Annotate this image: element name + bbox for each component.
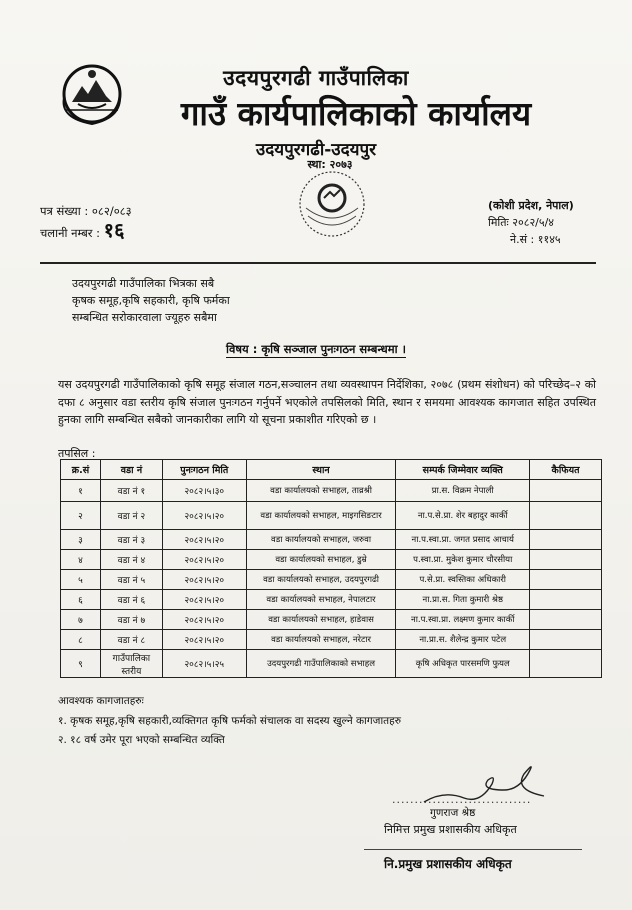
cell-contact: प.से.प्रा. स्वस्तिका अधिकारी [396,570,530,590]
subject-text: विषय : कृषि सञ्जाल पुनःगठन सम्बन्धमा । [226,342,406,356]
requirements-title: आवश्यक कागजातहरुः [58,695,144,707]
table-row [61,610,602,630]
cell-sn: १ [61,480,101,502]
cell-remarks [530,590,602,610]
cell-remarks [530,610,602,630]
dispatch-number-row [40,218,132,243]
addressee-line: उदयपुरगढी गाउँपालिका भित्रका सबै [72,277,215,290]
cell-sn: ९ [61,650,101,678]
table-header-row [61,460,602,480]
addressee-line: सम्बन्धित सरोकारवाला ज्यूहरु सबैमा [72,311,217,324]
cell-contact: ना.प.स्वा.प्रा. जगत प्रसाद आचार्य [396,530,530,550]
date-value: २०८२/५/४ [512,216,555,229]
table-row [61,502,602,530]
cell-date: २०८२।५।२० [162,630,246,650]
table-row [61,650,602,678]
cell-venue: वडा कार्यालयको सभाहल, डुम्रे [246,550,396,570]
cell-sn: २ [61,502,101,530]
signatory-name: गुणराज श्रेष्ठ [430,807,476,819]
table-row [61,570,602,590]
header-remarks: कैफियत [530,460,602,480]
header-contact: सम्पर्क जिम्मेवार व्यक्ति [396,460,530,480]
requirements-block [58,694,401,750]
cell-ward: वडा नं २ [100,502,162,530]
date-label: मितिः [488,216,509,229]
cell-venue: वडा कार्यालयको सभाहल, ताव्रश्री [246,480,396,502]
addressee-line: कृषक समूह,कृषि सहकारी, कृषि फर्मका [72,294,230,307]
table-row [61,480,602,502]
table-row [61,630,602,650]
cell-ward: वडा नं ४ [100,550,162,570]
designation-stamp: नि.प्रमुख प्रशासकीय अधिकृत [384,857,512,871]
cell-date: २०८२।५।२० [162,590,246,610]
dispatch-number-label: चलानी नम्बर : [40,226,101,240]
cell-venue: वडा कार्यालयको सभाहल, नेपालटार [246,590,396,610]
header-date: पुनःगठन मिति [162,460,246,480]
letter-number-label: पत्र संख्या : [40,204,89,218]
cell-date: २०८२।५।२५ [162,650,246,678]
cell-venue: वडा कार्यालयको सभाहल, माइगसिङटार [246,502,396,530]
province-text: (कोशी प्रदेश, नेपाल) [488,199,574,212]
cell-date: २०८२।५।२० [162,570,246,590]
details-label: तपसिल : [58,447,96,460]
table-row [61,590,602,610]
letter-number-value: ०८२/०८३ [91,204,132,218]
office-seal-stamp [296,168,368,240]
cell-sn: ७ [61,610,101,630]
body-paragraph: यस उदयपुरगढी गाउँपालिकाको कृषि समूह संजाल गठन,सञ्चालन तथा व्यवस्थापन निर्देशिका, २०७८ (प्रथम संशोधन) को परिच्छेद–२ को दफा ८ अनुसार वडा स्तरीय कृषि संजाल पुनःगठन गर्नुपर्ने भएकोले तपसिलको मिति, स्थान र समयमा आवश्यक कागजात सहित उपस्थित हुनका लागि सम्बन्धित सबैको जानकारीका लागि यो सूचना प्रकाशीत गरिएको छ । [58,378,596,427]
cell-remarks [530,530,602,550]
cell-date: २०८२।५।२० [162,550,246,570]
cell-ward: वडा नं ६ [100,590,162,610]
header-divider [40,262,596,264]
date-row [488,214,574,231]
cell-contact: ना.प.स्वा.प्रा. लक्ष्मण कुमार कार्की [396,610,530,630]
cell-ward: वडा नं ५ [100,570,162,590]
nepal-sambat-row [488,231,574,248]
cell-remarks [530,630,602,650]
established-year: स्था: २०७३ [307,158,353,171]
office-address: उदयपुरगढी-उदयपुर [255,140,377,160]
cell-date: २०८२।५।२० [162,610,246,630]
cell-date: २०८२।५।२० [162,502,246,530]
signature-underline [364,849,582,850]
cell-venue: वडा कार्यालयको सभाहल, जरुवा [246,530,396,550]
cell-contact: ना.प.से.प्रा. शेर बहादुर कार्की [396,502,530,530]
nepal-sambat-label: ने.सं : [510,233,535,246]
cell-remarks [530,550,602,570]
nepal-sambat-value: ११४५ [537,233,561,246]
signatory-designation: निमित्त प्रमुख प्रशासकीय अधिकृत [384,823,517,836]
reference-block [40,202,132,243]
cell-ward: वडा नं ३ [100,530,162,550]
requirement-item: २. १८ वर्ष उमेर पूरा भएको सम्बन्धित व्यक्ति [58,734,225,746]
cell-venue: उदयपुरगढी गाउँपालिकाको सभाहल [246,650,396,678]
subject-line [0,342,632,357]
cell-sn: ३ [61,530,101,550]
cell-contact: ना.प्रा.स. गिता कुमारी श्रेष्ठ [396,590,530,610]
cell-venue: वडा कार्यालयको सभाहल, नरेटार [246,630,396,650]
cell-contact: कृषि अधिकृत पारसमणि फुयल [396,650,530,678]
cell-sn: ६ [61,590,101,610]
cell-remarks [530,650,602,678]
cell-venue: वडा कार्यालयको सभाहल, उदयपुरगढी [246,570,396,590]
table-row [61,530,602,550]
cell-remarks [530,570,602,590]
cell-remarks [530,480,602,502]
cell-remarks [530,502,602,530]
header-venue: स्थान [246,460,396,480]
cell-sn: ५ [61,570,101,590]
addressee-block [72,275,230,326]
municipality-name: उदयपुरगढी गाउँपालिका [223,66,409,90]
cell-contact: प.स्वा.प्रा. मुकेश कुमार चौरसीया [396,550,530,570]
cell-sn: ४ [61,550,101,570]
date-block [488,197,574,248]
requirement-item: १. कृषक समूह,कृषि सहकारी,व्यक्तिगत कृषि फर्मको संचालक वा सदस्य खुल्ने कागजातहरु [58,715,402,727]
cell-venue: वडा कार्यालयको सभाहल, हाडेवास [246,610,396,630]
cell-ward: वडा नं १ [100,480,162,502]
cell-ward: वडा नं ८ [100,630,162,650]
cell-date: २०८२।५।२० [162,530,246,550]
schedule-table [60,459,602,678]
cell-ward: गाउँपालिका स्तरीय [100,650,162,678]
cell-date: २०८२।५।३० [162,480,246,502]
signature-dots: ............................... [392,793,532,806]
office-title: गाउँ कार्यपालिकाको कार्यालय [180,94,532,133]
cell-contact: प्रा.स. विक्रम नेपाली [396,480,530,502]
cell-ward: वडा नं ७ [100,610,162,630]
dispatch-number-value: १६ [103,218,125,242]
header-sn: क्र.सं [61,460,101,480]
table-row [61,550,602,570]
cell-contact: ना.प्रा.स. शैलेन्द्र कुमार पटेल [396,630,530,650]
header-ward: वडा नं [100,460,162,480]
cell-sn: ८ [61,630,101,650]
